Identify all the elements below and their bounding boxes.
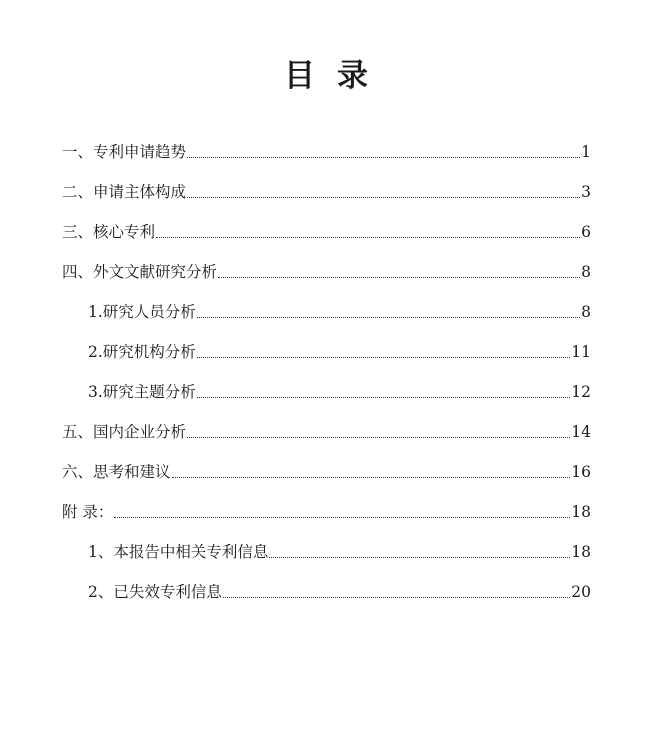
toc-list [0,132,652,612]
toc-entry-page: 20 [571,583,591,601]
toc-leader-dots [197,317,580,318]
toc-entry-label: 附 录： [62,503,114,521]
toc-entry-label: 2、已失效专利信息 [88,583,222,601]
toc-entry-page: 14 [571,423,591,441]
toc-leader-dots [187,197,580,198]
toc-entry-page: 11 [571,343,591,361]
toc-entry[interactable] [0,532,591,572]
toc-entry[interactable] [0,452,591,492]
toc-leader-dots [269,557,570,558]
toc-title-part2: 录 [337,58,368,94]
toc-entry-label: 二、申请主体构成 [62,183,187,201]
toc-leader-dots [218,277,580,278]
toc-entry[interactable] [0,292,591,332]
toc-leader-dots [187,437,570,438]
toc-entry-page: 3 [581,183,591,201]
toc-entry[interactable] [0,412,591,452]
toc-entry[interactable] [0,212,591,252]
toc-entry-page: 8 [581,263,591,281]
toc-entry-label: 五、国内企业分析 [62,423,187,441]
toc-entry-page: 18 [571,503,591,521]
toc-entry[interactable] [0,572,591,612]
toc-entry-label: 六、思考和建议 [62,463,171,481]
toc-entry-label: 3.研究主题分析 [88,383,196,401]
toc-entry-page: 6 [581,223,591,241]
toc-entry-label: 2.研究机构分析 [88,343,196,361]
toc-entry-page: 18 [571,543,591,561]
toc-leader-dots [197,397,570,398]
toc-leader-dots [223,597,570,598]
toc-entry-page: 1 [581,143,591,161]
toc-title [0,56,652,96]
toc-entry-label: 1.研究人员分析 [88,303,196,321]
toc-entry-label: 三、核心专利 [62,223,156,241]
toc-leader-dots [114,517,570,518]
toc-leader-dots [187,157,580,158]
toc-entry[interactable] [0,172,591,212]
toc-entry[interactable] [0,492,591,532]
toc-leader-dots [172,477,571,478]
toc-entry-label: 1、本报告中相关专利信息 [88,543,269,561]
toc-entry[interactable] [0,132,591,172]
toc-entry-label: 四、外文文献研究分析 [62,263,218,281]
toc-entry[interactable] [0,372,591,412]
toc-entry[interactable] [0,252,591,292]
toc-entry[interactable] [0,332,591,372]
toc-entry-label: 一、专利申请趋势 [62,143,187,161]
toc-entry-page: 12 [571,383,591,401]
toc-title-part1: 目 [284,58,315,94]
toc-leader-dots [197,357,570,358]
toc-leader-dots [156,237,580,238]
toc-entry-page: 8 [581,303,591,321]
toc-entry-page: 16 [571,463,591,481]
